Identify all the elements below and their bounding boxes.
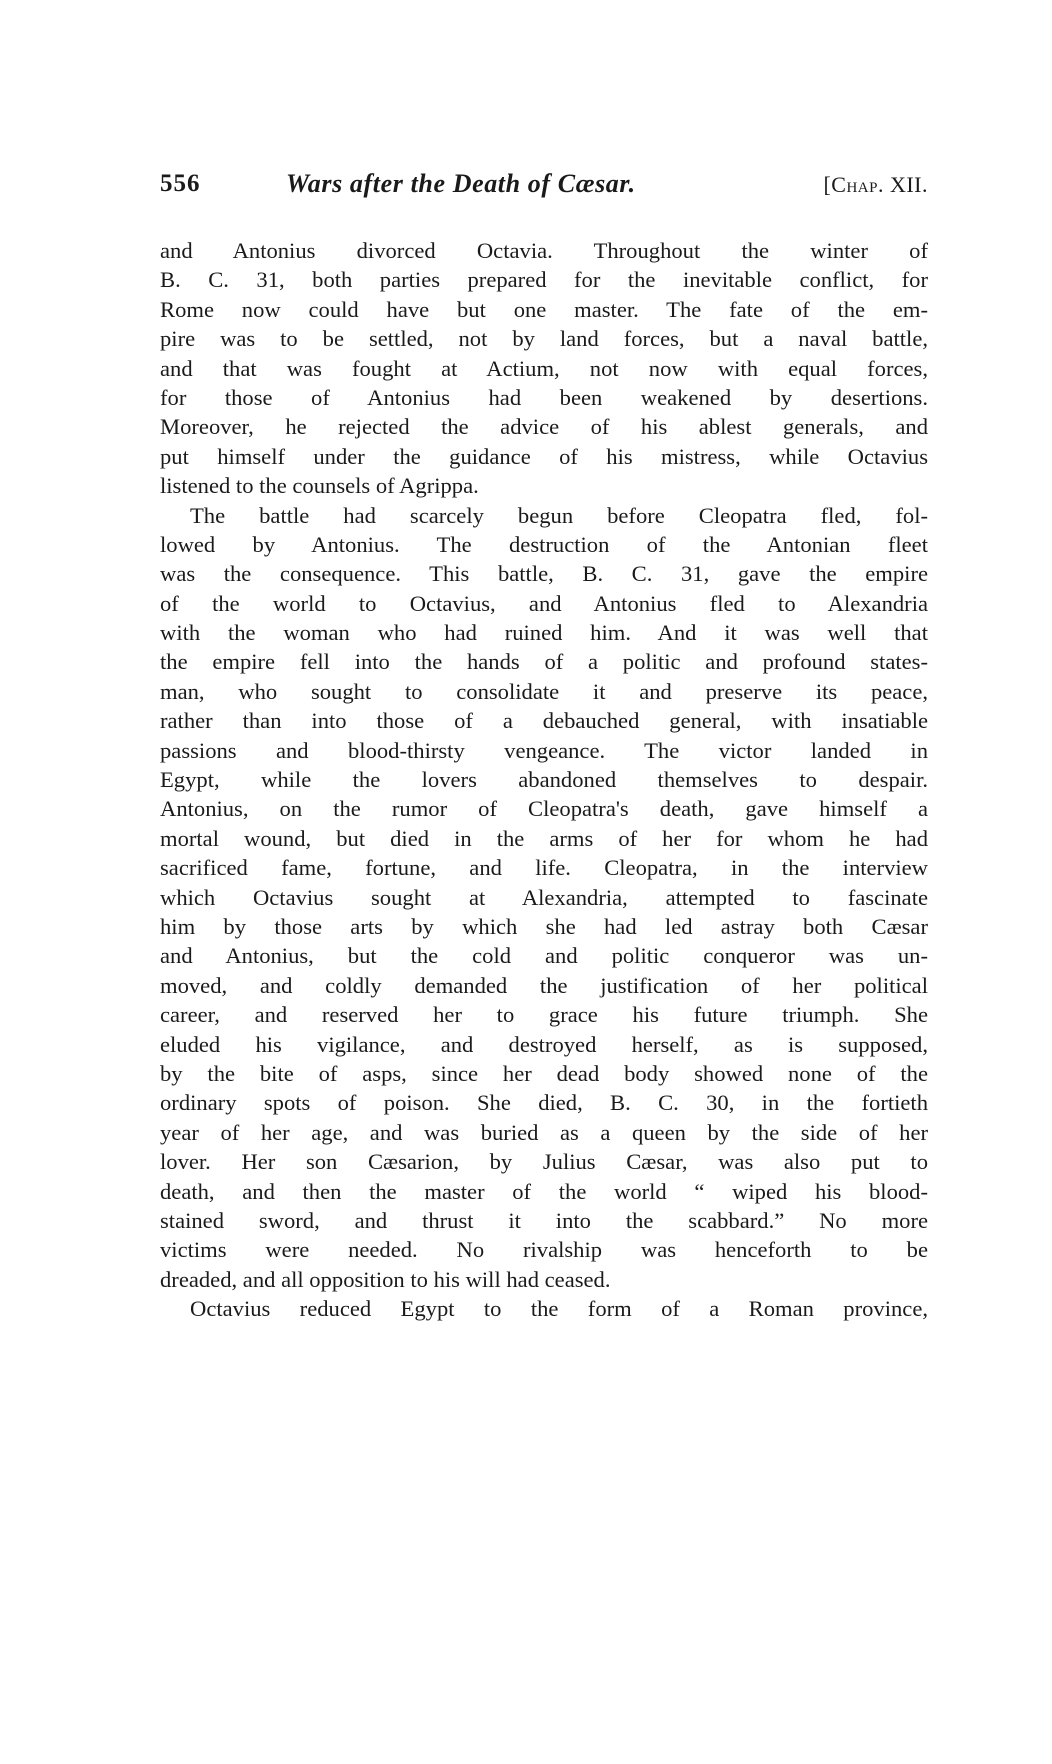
page-number: 556	[160, 170, 201, 197]
text-line: lowed by Antonius. The destruction of the Antonian fleet	[160, 531, 928, 557]
body-text	[160, 236, 928, 1323]
text-line: was the consequence. This battle, B. C. 31, gave the empire	[160, 561, 928, 587]
text-line: Egypt, while the lovers abandoned themselves to despair.	[160, 767, 928, 793]
text-line: put himself under the guidance of his mistress, while Octavius	[160, 443, 928, 469]
text-line: Moreover, he rejected the advice of his ablest generals, and	[160, 414, 928, 440]
chapter-label: Chap. XII.	[831, 172, 928, 197]
text-line: B. C. 31, both parties prepared for the inevitable conflict, for	[160, 267, 928, 293]
text-line: man, who sought to consolidate it and preserve its peace,	[160, 678, 928, 704]
chapter-bracket: [	[823, 172, 832, 197]
text-line: passions and blood-thirsty vengeance. The victor landed in	[160, 737, 928, 763]
text-line: rather than into those of a debauched general, with insatiable	[160, 708, 928, 734]
text-line: Rome now could have but one master. The fate of the em-	[160, 296, 928, 322]
text-line: for those of Antonius had been weakened by desertions.	[160, 384, 928, 410]
text-line: The battle had scarcely begun before Cleopatra fled, fol-	[190, 502, 928, 528]
text-line: listened to the counsels of Agrippa.	[160, 473, 479, 499]
running-title: Wars after the Death of Cæsar.	[286, 169, 636, 198]
text-line: ordinary spots of poison. She died, B. C. 30, in the fortieth	[160, 1090, 928, 1116]
text-line: of the world to Octavius, and Antonius fled to Alexandria	[160, 590, 928, 616]
text-line: sacrificed fame, fortune, and life. Cleopatra, in the interview	[160, 855, 928, 881]
text-line: moved, and coldly demanded the justification of her political	[160, 972, 928, 998]
text-line: victims were needed. No rivalship was henceforth to be	[160, 1237, 928, 1263]
text-line: and Antonius divorced Octavia. Throughout the winter of	[160, 238, 928, 263]
text-line: mortal wound, but died in the arms of her for whom he had	[160, 825, 928, 851]
text-line: Antonius, on the rumor of Cleopatra's death, gave himself a	[160, 796, 928, 822]
text-line: with the woman who had ruined him. And it was well that	[160, 620, 928, 646]
text-line: which Octavius sought at Alexandria, attempted to fascinate	[160, 884, 928, 910]
text-line: him by those arts by which she had led astray both Cæsar	[160, 913, 928, 939]
running-head	[160, 170, 928, 210]
text-line: Octavius reduced Egypt to the form of a Roman province,	[190, 1296, 928, 1322]
text-line: death, and then the master of the world “ wiped his blood-	[160, 1178, 928, 1204]
text-line: career, and reserved her to grace his future triumph. She	[160, 1002, 928, 1028]
text-line: the empire fell into the hands of a politic and profound states-	[160, 649, 928, 675]
text-line: by the bite of asps, since her dead body showed none of the	[160, 1060, 928, 1086]
text-line: pire was to be settled, not by land forces, but a naval battle,	[160, 326, 928, 352]
text-line: stained sword, and thrust it into the scabbard.” No more	[160, 1207, 928, 1233]
text-line: dreaded, and all opposition to his will had ceased.	[160, 1266, 611, 1292]
text-line: year of her age, and was buried as a queen by the side of her	[160, 1119, 928, 1145]
text-line: eluded his vigilance, and destroyed herself, as is supposed,	[160, 1031, 928, 1057]
text-line: and Antonius, but the cold and politic conqueror was un-	[160, 943, 928, 969]
chapter-reference	[823, 172, 928, 198]
text-line: lover. Her son Cæsarion, by Julius Cæsar, was also put to	[160, 1149, 928, 1175]
text-line: and that was fought at Actium, not now with equal forces,	[160, 355, 928, 381]
